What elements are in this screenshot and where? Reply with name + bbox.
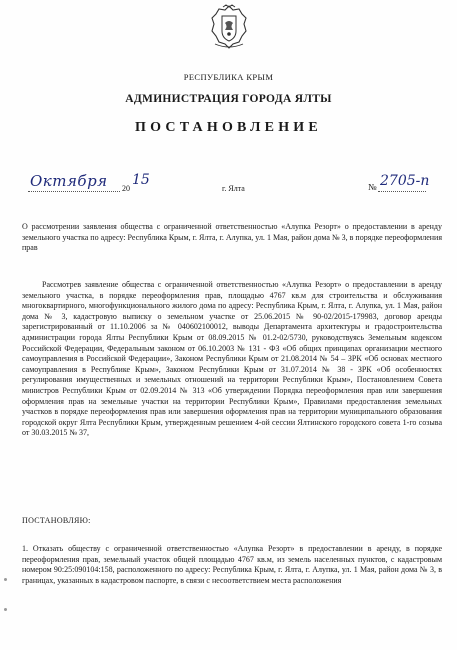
document-type: ПОСТАНОВЛЕНИЕ [135, 120, 322, 135]
subject-paragraph: О рассмотрении заявления общества с ограниченной ответственностью «Алупка Резорт» о предоставлении в аренду земельного участка по адресу: Республика Крым, г. Ялта, г. Алупка, ул. 1 Мая, район дома № 3, в порядке переоформления прав [22, 222, 442, 253]
number-sign: № [368, 182, 377, 192]
preamble-paragraph: Рассмотрев заявление общества с ограниченной ответственностью «Алупка Резорт» о предоставлении в аренду земельного участка, в порядке переоформления прав, площадью 4767 кв.м для строительства и обслуживания многоквартирного, многофункционального жилого дома по адресу: Республика Крым, г. Ялта, г. Алупка, ул. 1 Мая, район дома № 3, кадастровую выписку о земельном участке от 25.06.2015 № 90-02/2015-179983, договор аренды зарегистрированный от 11.10.2006 за № 040602100012, выводы Департамента архитектуры и градостроительства администрации города Ялты Республики Крым от 08.09.2015 № 01.2-02/5730, руководствуясь Земельным кодексом Российской Федерации, Федеральным законом от 06.10.2003 № 131 - ФЗ «Об общих принципах организации местного самоуправления в Российской Федерации», Законом Республики Крым от 21.08.2014 № 54 – ЗРК «Об основах местного самоуправления в Республике Крым», Законом Республики Крым от 31.07.2014 № 38 - ЗРК «Об особенностях регулирования имущественных и земельных отношений на территории Республики Крым», Постановлением Совета министров Республики Крым от 02.09.2014 № 313 «Об утверждении Порядка переоформления прав или завершения оформления прав на земельные участки на территории Республики Крым», Правилами предоставления земельных участков в порядке переоформления прав или завершения оформления прав на территории муниципального образования городской округ Ялта Республики Крым, утвержденным решением 4-ой сессии Ялтинского городского совета 1-го созыва от 30.03.2015 № 37, [22, 280, 442, 438]
year-printed: 20 [122, 184, 130, 193]
resolution-item-1: 1. Отказать обществу с ограниченной ответственностью «Алупка Резорт» в предоставлении в аренду, в порядке переоформления прав, земельный участок общей площадью 4767 кв.м, из земель населенных пунктов, с кадастровым номером 90:25:090104:158, расположенного по адресу: Республика Крым, г. Ялта, г. Алупка, ул. 1 Мая, район дома № 3, в границах, указанных в кадастровом паспорте, в связи с несоответствием места расположения [22, 544, 442, 585]
margin-dot [4, 608, 7, 611]
city-name: г. Ялта [222, 184, 245, 193]
document-number-handwritten: 2705-п [380, 173, 430, 189]
date-underline [28, 191, 120, 192]
year-handwritten: 15 [132, 172, 150, 188]
number-underline [378, 191, 426, 192]
margin-dot [4, 578, 7, 581]
date-handwritten: Октября [30, 172, 108, 190]
republic-name: РЕСПУБЛИКА КРЫМ [183, 72, 274, 82]
crimea-coat-of-arms-icon [209, 4, 249, 50]
administration-name: АДМИНИСТРАЦИЯ ГОРОДА ЯЛТЫ [125, 93, 332, 105]
resolve-heading: ПОСТАНОВЛЯЮ: [22, 516, 91, 525]
